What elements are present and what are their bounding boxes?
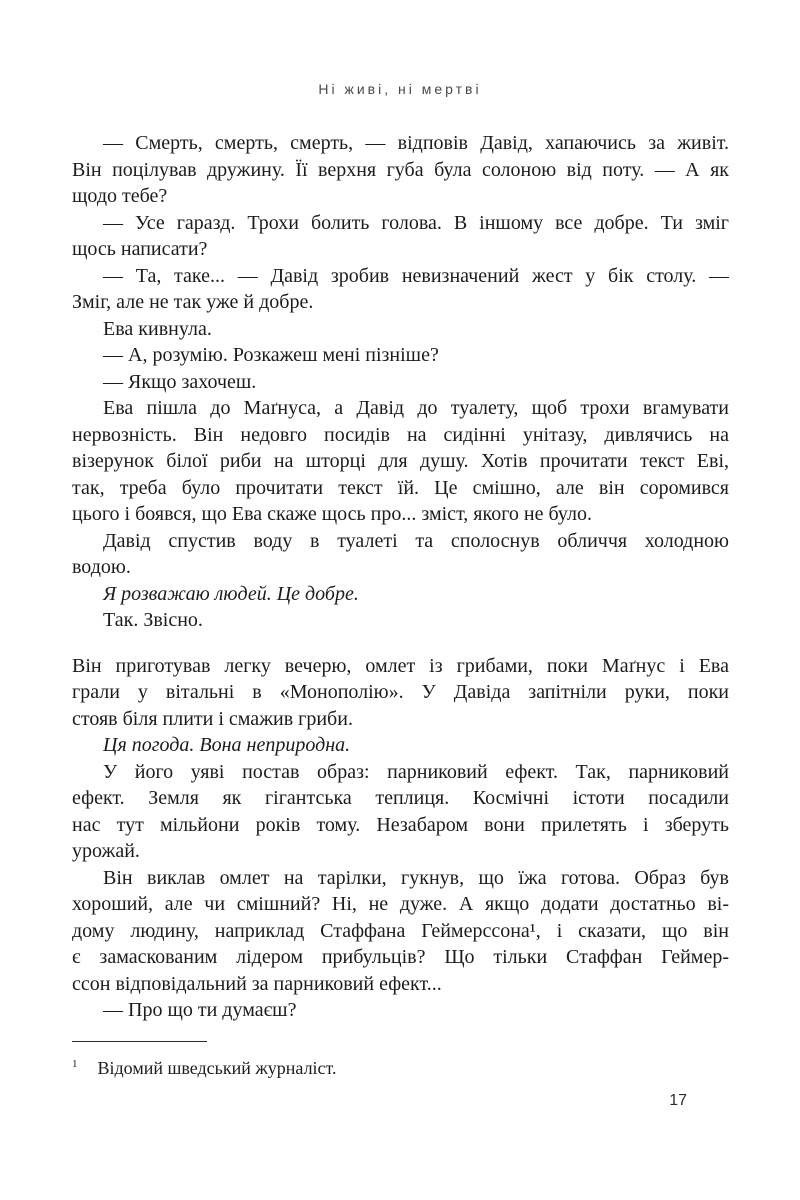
footnote-marker: 1	[72, 1058, 78, 1070]
text-line: — А, розумію. Розкажеш мені пізніше?	[103, 344, 439, 366]
text-line: щось написати?	[72, 238, 208, 260]
paragraph	[72, 528, 729, 581]
text-line: дому людину, наприклад Стаффана Геймерссона¹, і сказати, що він	[72, 919, 729, 942]
text-line: візерунок білої риби на шторці для душу. Хотів прочитати текст Еві,	[72, 450, 729, 472]
footnote-text: Відомий шведський журналіст.	[97, 1058, 337, 1078]
text-line: Зміг, але не так уже й добре.	[72, 291, 314, 313]
running-header: Ні живі, ні мертві	[318, 81, 482, 97]
text-line: щодо тебе?	[72, 185, 168, 207]
text-line: урожай.	[72, 840, 140, 862]
text-line: — Та, таке... — Давід зробив невизначений жест у бік столу. —	[103, 264, 729, 287]
paragraph	[72, 342, 729, 369]
paragraph	[72, 653, 729, 733]
paragraph	[72, 395, 729, 528]
paragraph	[72, 263, 729, 316]
text-line: нас тут мільйони років тому. Незабаром вони прилетять і зберуть	[72, 813, 729, 836]
text-line: — Про що ти думаєш?	[103, 999, 297, 1021]
text-line: так, треба було прочитати текст їй. Це смішно, але він соромився	[72, 476, 729, 499]
text-line: Ця погода. Вона неприродна.	[103, 734, 351, 756]
page-number: 17	[669, 1092, 687, 1109]
text-line: водою.	[72, 556, 131, 578]
text-line: стояв біля плити і смажив гриби.	[72, 707, 353, 730]
text-line: грали у вітальні в «Монополію». У Давіда запітніли руки, поки	[72, 681, 729, 703]
paragraph	[72, 607, 729, 634]
text-line: — Якщо захочеш.	[103, 370, 257, 393]
paragraph	[72, 997, 729, 1024]
text-line: Так. Звісно.	[103, 609, 203, 631]
text-line: Ева кивнула.	[103, 317, 212, 340]
text-line: нервозність. Він недовго посидів на сидінні унітазу, дивлячись на	[72, 423, 729, 446]
text-line: є замаскованим лідером прибульців? Що тільки Стаффан Геймер-	[72, 946, 729, 968]
text-line: цього і боявся, що Ева скаже щось про... зміст, якого не було.	[72, 503, 592, 525]
text-line: ефект. Земля як гігантська теплиця. Космічні істоти посадили	[72, 787, 729, 809]
text-line: Він приготував легку вечерю, омлет із грибами, поки Маґнус і Ева	[72, 654, 729, 677]
paragraph	[72, 581, 729, 608]
text-line: Він виклав омлет на тарілки, гукнув, що їжа готова. Образ був	[103, 866, 729, 889]
paragraph	[72, 759, 729, 865]
paragraph	[72, 130, 729, 210]
paragraph	[72, 732, 729, 759]
footnote-separator	[72, 1041, 207, 1042]
text-line: Я розважаю людей. Це добре.	[103, 582, 359, 605]
text-line: — Смерть, смерть, смерть, — відповів Давід, хапаючись за живіт.	[103, 132, 729, 154]
paragraph	[72, 316, 729, 343]
body-text	[72, 130, 729, 1024]
text-line: Ева пішла до Маґнуса, а Давід до туалету, щоб трохи вгамувати	[103, 397, 729, 419]
footnote	[72, 1052, 729, 1080]
paragraph	[72, 865, 729, 998]
text-line: хороший, але чи смішний? Ні, не дуже. А якщо додати достатньо ві-	[72, 893, 729, 915]
text-line: — Усе гаразд. Трохи болить голова. В іншому все добре. Ти зміг	[103, 211, 729, 234]
paragraph	[72, 369, 729, 396]
text-line: Він поцілував дружину. Її верхня губа була солоною від поту. — А як	[72, 158, 729, 181]
text-line: У його уяві постав образ: парниковий ефект. Так, парниковий	[103, 760, 729, 783]
paragraph	[72, 210, 729, 263]
text-line: ссон відповідальний за парниковий ефект...	[72, 972, 442, 995]
text-line: Давід спустив воду в туалеті та сполоснув обличчя холодною	[103, 529, 729, 552]
